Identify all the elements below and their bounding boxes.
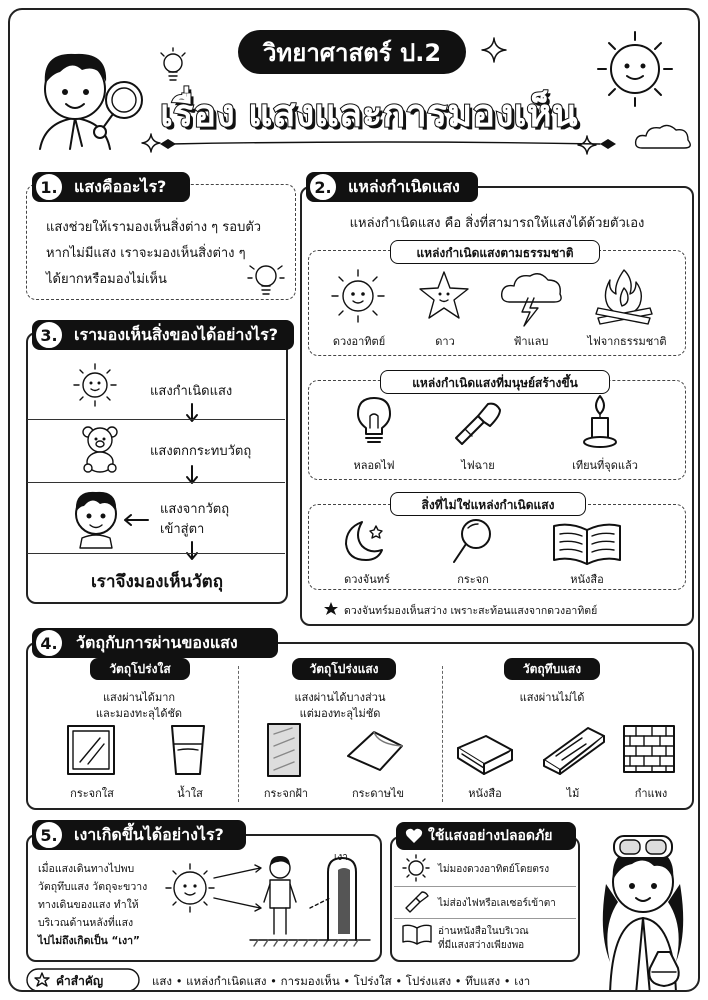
section2-number: 2. [308, 172, 338, 202]
brick-wall-icon [622, 724, 676, 774]
natural-source-label: ไฟจากธรรมชาติ [587, 335, 667, 348]
natural-sources-title: แหล่งกำเนิดแสงตามธรรมชาติ [390, 240, 600, 264]
section5-line-5: ไปไม่ถึงเกิดเป็น “เงา” [38, 935, 140, 947]
not-source-label: กระจก [457, 573, 489, 586]
safety-title: ใช้แสงอย่างปลอดภัย [396, 822, 576, 850]
section1-number: 1. [34, 172, 64, 202]
not-source-label: ดวงจันทร์ [344, 573, 390, 586]
section3-step-3-line-2: เข้าสู่ตา [160, 522, 205, 537]
star-icon [34, 972, 50, 988]
hand-mirror-icon [450, 516, 494, 568]
safety-item-3-line-2: ที่มีแสงสว่างเพียงพอ [438, 940, 525, 951]
transparent-item-label: กระจกใส [70, 787, 114, 800]
section3-step-2: แสงตกกระทบวัตถุ [150, 444, 252, 459]
bulb-doodle-icon [158, 50, 188, 86]
translucent-title: วัตถุโปร่งแสง [292, 658, 396, 680]
worksheet-page [8, 8, 700, 992]
column-divider [442, 666, 443, 802]
keywords-label: คำสำคัญ [56, 974, 104, 988]
translucent-item-label: กระจกฝ้า [263, 787, 309, 800]
star-bullet-icon [324, 602, 338, 616]
not-sources-title: สิ่งที่ไม่ใช่แหล่งกำเนิดแสง [390, 492, 586, 516]
moon-note: ดวงจันทร์มองเห็นสว่าง เพราะสะท้อนแสงจากดวงอาทิตย์ [344, 605, 598, 617]
page-title: เรื่อง แสงและการมองเห็น [160, 91, 578, 135]
teddy-bear-icon [76, 424, 124, 472]
star-icon [416, 268, 472, 324]
section1-line-1: แสงช่วยให้เรามองเห็นสิ่งต่าง ๆ รอบตัว [46, 220, 262, 235]
safety-divider [394, 918, 576, 919]
section3-number: 3. [34, 320, 64, 350]
subject-pill: วิทยาศาสตร์ ป.2 [238, 30, 466, 74]
section5-number: 5. [34, 820, 64, 850]
not-source-label: หนังสือ [570, 573, 604, 586]
transparent-item-label: น้ำใส [177, 787, 203, 800]
shadow-shape [338, 868, 350, 934]
open-book-icon [402, 924, 432, 946]
section3-step-1: แสงกำเนิดแสง [150, 384, 233, 399]
manmade-source-label: หลอดไฟ [353, 459, 395, 472]
wax-paper-icon [344, 728, 406, 772]
sun-icon [590, 24, 680, 114]
manmade-source-label: เทียนที่จุดแล้ว [572, 459, 638, 472]
keywords-list: แสง • แหล่งกำเนิดแสง • การมองเห็น • โปร่งใส • โปร่งแสง • ทึบแสง • เงา [152, 974, 531, 988]
heart-icon [406, 828, 422, 844]
section1-line-3: ได้ยากหรือมองไม่เห็น [46, 272, 167, 287]
candle-icon [580, 394, 620, 450]
natural-source-label: ฟ้าแลบ [513, 335, 549, 348]
scientist-girl-icon [588, 822, 700, 992]
natural-source-label: ดวงอาทิตย์ [332, 335, 386, 348]
shadow-label: เงา [334, 852, 348, 863]
section5-line-4: บริเวณด้านหลังที่แสง [38, 917, 134, 929]
window-glass-icon [66, 724, 116, 776]
section3-divider [27, 419, 285, 420]
sparkle-icon [578, 136, 596, 154]
moon-icon [340, 518, 390, 564]
transparent-desc-2: และมองทะลุได้ชัด [95, 707, 183, 720]
section5-line-3: ทางเดินของแสง ทำให้ [38, 899, 139, 911]
section5-title: เงาเกิดขึ้นได้อย่างไร? [32, 820, 246, 850]
natural-source-label: ดาว [435, 335, 455, 348]
down-arrow-icon [186, 404, 198, 424]
opaque-item-label: ไม้ [566, 787, 580, 800]
section1-title: แสงคืออะไร? [32, 172, 190, 202]
safety-item-3-line-1: อ่านหนังสือในบริเวณ [438, 926, 529, 937]
section3-conclusion: เราจึงมองเห็นวัตถุ [91, 572, 223, 592]
boy-face-icon [68, 486, 124, 548]
section1-line-2: หากไม่มีแสง เราจะมองเห็นสิ่งต่าง ๆ [46, 246, 246, 261]
manmade-source-label: ไฟฉาย [461, 459, 495, 472]
down-arrow-icon [186, 466, 198, 486]
light-bulb-icon [246, 260, 286, 302]
sun-icon [166, 864, 214, 912]
opaque-item-label: หนังสือ [468, 787, 502, 800]
section3-divider [27, 482, 285, 483]
section2-title: แหล่งกำเนิดแสง [306, 172, 478, 202]
opaque-item-label: กำแพง [634, 787, 668, 800]
safety-item-2: ไม่ส่องไฟหรือเลเซอร์เข้าตา [438, 898, 556, 909]
sparkle-icon [482, 38, 506, 62]
flashlight-icon [404, 890, 430, 912]
safety-item-1: ไม่มองดวงอาทิตย์โดยตรง [438, 864, 550, 875]
section2-definition: แหล่งกำเนิดแสง คือ สิ่งที่สามารถให้แสงได้ด้วยตัวเอง [349, 216, 645, 231]
wood-plank-icon [542, 724, 606, 774]
sparkle-icon [142, 134, 160, 152]
manmade-sources-title: แหล่งกำเนิดแสงที่มนุษย์สร้างขึ้น [380, 370, 610, 394]
safety-divider [394, 886, 576, 887]
section3-box [26, 332, 288, 604]
flashlight-icon [450, 398, 506, 448]
title-underline [170, 138, 600, 152]
water-glass-icon [170, 724, 206, 776]
column-divider [238, 666, 239, 802]
translucent-item-label: กระดาษไข [351, 787, 405, 800]
section5-line-2: วัตถุทึบแสง วัตถุจะขวาง [38, 881, 148, 893]
child-figure-icon [264, 856, 296, 934]
frosted-glass-icon [266, 722, 302, 778]
transparent-desc-1: แสงผ่านได้มาก [102, 691, 176, 704]
closed-book-icon [456, 728, 514, 776]
section3-title: เรามองเห็นสิ่งของได้อย่างไร? [32, 320, 294, 350]
open-book-icon [550, 522, 624, 566]
transparent-title: วัตถุโปร่งใส [90, 658, 190, 680]
opaque-title: วัตถุทึบแสง [504, 658, 600, 680]
translucent-desc-2: แต่มองทะลุไม่ชัด [299, 707, 381, 720]
opaque-desc-1: แสงผ่านไม่ได้ [519, 691, 585, 704]
section3-divider [27, 553, 285, 554]
section4-title: วัตถุกับการผ่านของแสง [32, 628, 278, 658]
section4-number: 4. [34, 628, 64, 658]
campfire-icon [594, 266, 654, 326]
light-bulb-icon [354, 394, 394, 448]
sun-icon [72, 362, 118, 408]
section5-line-1: เมื่อแสงเดินทางไปพบ [38, 863, 135, 875]
cloud-icon [634, 122, 694, 152]
scientist-boy-icon [20, 34, 150, 149]
lightning-cloud-icon [500, 270, 564, 326]
sun-icon [330, 268, 386, 324]
left-arrow-icon [124, 514, 150, 526]
section3-step-3-line-1: แสงจากวัตถุ [160, 502, 230, 517]
translucent-desc-1: แสงผ่านได้บางส่วน [294, 691, 386, 704]
sun-icon [402, 854, 430, 882]
down-arrow-icon [186, 542, 198, 562]
